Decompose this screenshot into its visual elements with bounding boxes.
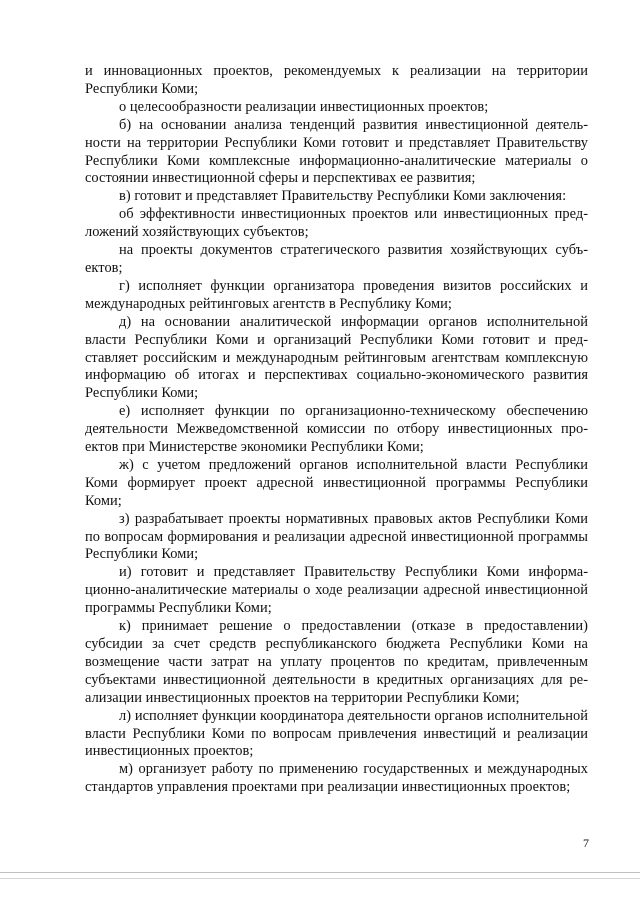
paragraph-item-zh: ж) с учетом предложений органов исполнительной власти Республики Коми формирует проект адресной инвестиционной программы Республики Коми; <box>85 456 588 509</box>
paragraph-item-l: л) исполняет функции координатора деятельности органов исполнительной власти Республики Коми по вопросам привлечения инвестиций и реализации инвестиционных проектов; <box>85 707 588 760</box>
paragraph-item-g: г) исполняет функции организатора проведения визитов российских и международных рейтинговых агентств в Республику Коми; <box>85 277 588 312</box>
paragraph-item-m: м) организует работу по применению государственных и международных стандартов управления проектами при реализации инвестиционных проектов; <box>85 761 588 796</box>
paragraph-o-tselesoobraznosti: о целесообразности реализации инвестиционных проектов; <box>119 98 489 115</box>
paragraph-item-v: в) готовит и представляет Правительству Республики Коми заключения: <box>119 188 567 205</box>
document-body <box>85 63 588 797</box>
paragraph-ob-effektivnosti: об эффективности инвестиционных проектов или инвестиционных предложений хозяйствующих субъектов; <box>85 206 588 241</box>
paragraph-continuation: и инновационных проектов, рекомендуемых к реализации на территории Республики Коми; <box>85 63 588 97</box>
paragraph-na-proekty: на проекты документов стратегического развития хозяйствующих субъектов; <box>85 242 588 276</box>
paragraph-item-e: е) исполняет функции по организационно-техническому обеспечению деятельности Межведомственной комиссии по отбору инвестиционных проектов при Министерстве экономики Республики Коми; <box>85 403 588 456</box>
scan-edge-line-secondary <box>0 878 640 879</box>
paragraph-item-z: з) разрабатывает проекты нормативных правовых актов Республики Коми по вопросам формирования и реализации адресной инвестиционной программы Республики Коми; <box>85 510 588 563</box>
paragraph-item-d: д) на основании аналитической информации органов исполнительной власти Республики Коми и организаций Республики Коми готовит и представляет российским и международным рейтинговым агентствам комплексную информацию об итогах и перспективах социально-экономического развития Республики Коми; <box>85 313 588 402</box>
paragraph-item-k: к) принимает решение о предоставлении (отказе в предоставлении) субсидии за счет средств республиканского бюджета Республики Коми на возмещение части затрат на уплату процентов по кредитам, привлеченным субъектами инвестиционной деятельности в кредитных организациях для реализации инвестиционных проектов на территории Республики Коми; <box>85 618 588 706</box>
page-number: 7 <box>583 836 589 850</box>
paragraph-item-b: б) на основании анализа тенденций развития инвестиционной деятельности на территории Республики Коми готовит и представляет Правительству Республики Коми комплексные информационно-аналитические материалы о состоянии инвестиционной сферы и перспективах ее развития; <box>85 116 588 187</box>
paragraph-item-i: и) готовит и представляет Правительству Республики Коми информационно-аналитические материалы о ходе реализации адресной инвестиционной программы Республики Коми; <box>85 564 588 617</box>
scan-edge-line <box>0 872 640 873</box>
